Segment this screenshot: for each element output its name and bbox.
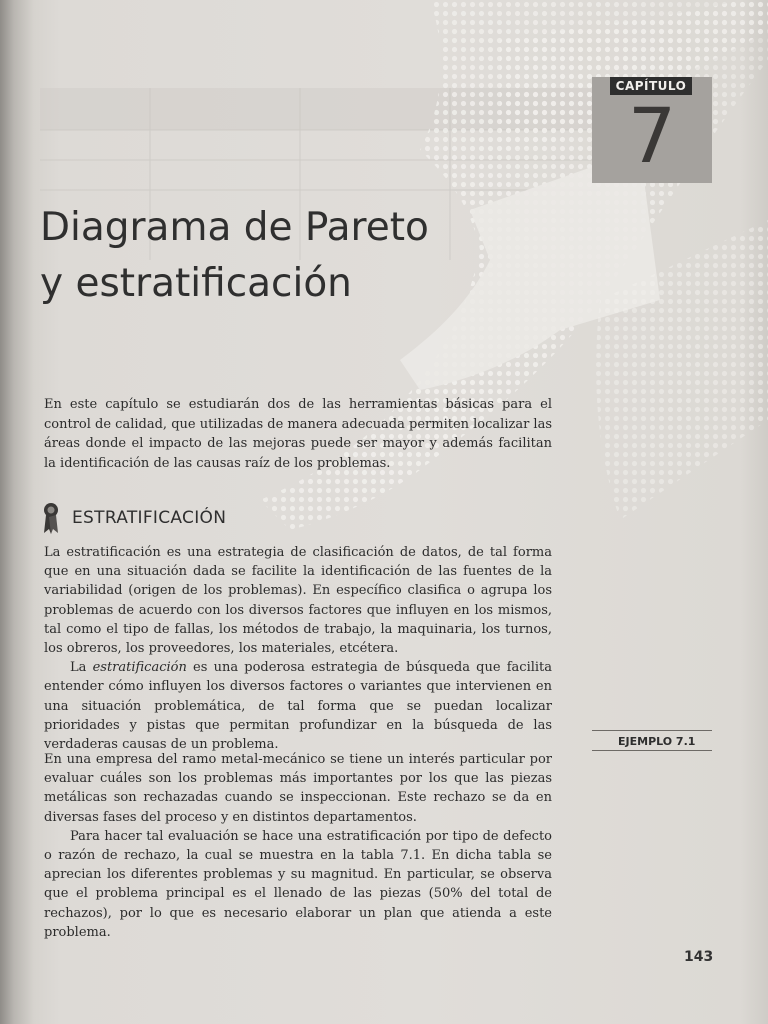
example-paragraph-1: En una empresa del ramo metal-mecánico se tiene un interés particular por evaluar cuáles son los problemas más importantes por los que las piezas metálicas son rechazadas cuando se inspeccionan. Este rechazo se da en diversas fases del proceso y en distintos departamentos. <box>44 752 552 825</box>
chapter-number: 7 <box>627 91 677 180</box>
stratification-paragraph-1: La estratificación es una estrategia de clasificación de datos, de tal forma que en una situación dada se facilite la identificación de las fuentes de la variabilidad (origen de los problemas). En específico clasifica o agrupa los problemas de acuerdo con los diversos factores que influyen en los mismos, tal como el tipo de fallas, los métodos de trabajo, la maquinaria, los turnos, los obreros, los proveedores, los materiales, etcétera. <box>44 545 552 657</box>
ribbon-award-icon <box>40 501 62 535</box>
stratification-paragraph-2 <box>44 658 552 754</box>
chapter-intro: En este capítulo se estudiarán dos de las herramientas básicas para el control de calidad, que utilizadas de manera adecuada permiten localizar las áreas donde el impacto de las mejoras puede ser mayor y además facilitan la identificación de las causas raíz de los problemas. <box>44 397 553 471</box>
section-heading <box>40 500 226 536</box>
chapter-title-line-1: Diagrama de Pareto <box>40 205 429 250</box>
example-paragraph-2: Para hacer tal evaluación se hace una estratificación por tipo de defecto o razón de rechazo, la cual se muestra en la tabla 7.1. En dicha tabla se aprecian los diferentes problemas y su magnitud. En particular, se observa que el problema principal es el llenado de las piezas (50% del total de rechazos), por lo que es necesario elaborar un plan que atienda a este problema. <box>44 828 552 940</box>
emphasized-term: estratificación <box>92 660 187 676</box>
section-heading-label: ESTRATIFICACIÓN <box>72 508 227 528</box>
example-label: EJEMPLO 7.1 <box>592 730 712 751</box>
page-number: 143 <box>684 949 714 965</box>
chapter-label: CAPÍTULO <box>610 77 692 95</box>
paragraph-rest: es una poderosa estrategia de búsqueda que facilita entender cómo influyen los diversos factores o variantes que intervienen en una situación problemática, de tal forma que se puedan localizar prioridades y pistas que permitan profundizar en la búsqueda de las verdaderas causas de un problema. <box>44 660 553 753</box>
example-text <box>44 750 552 942</box>
chapter-title <box>40 200 429 312</box>
paragraph-lead: La <box>70 660 93 676</box>
chapter-title-line-2: y estratificación <box>40 261 352 306</box>
stratification-text <box>44 543 552 754</box>
